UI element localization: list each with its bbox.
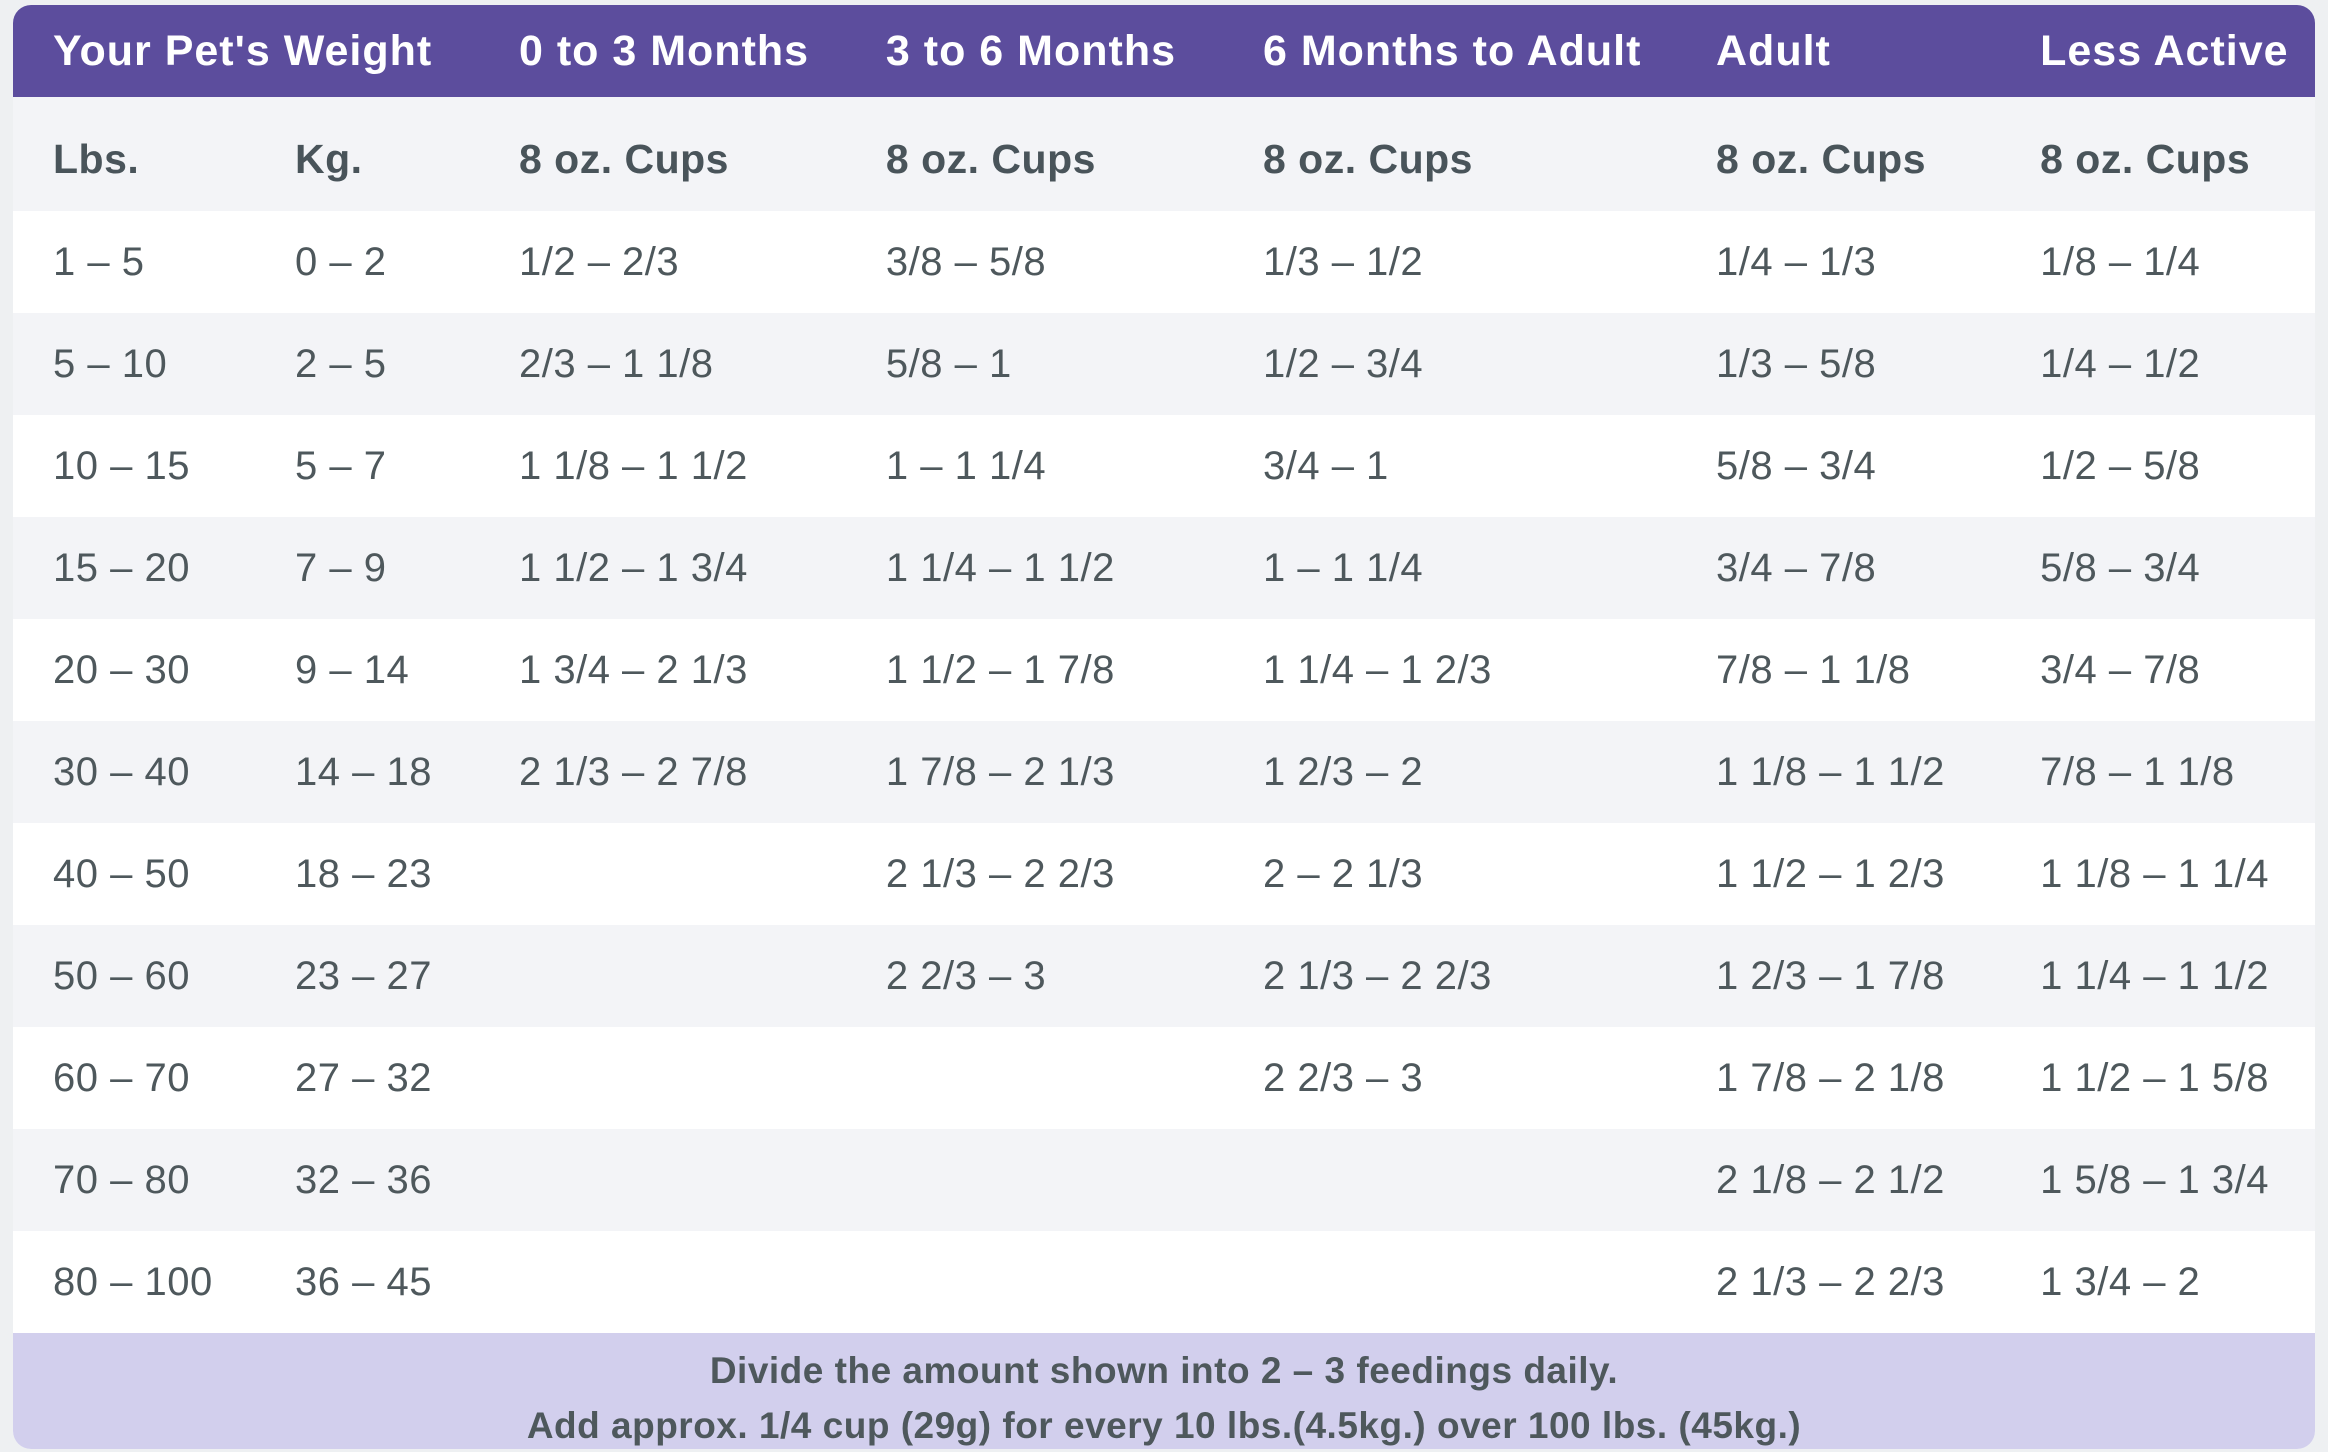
cell-r8-c1: 50 – 60 bbox=[53, 953, 190, 998]
cell-r5-c7: 3/4 – 7/8 bbox=[2040, 647, 2201, 692]
cell-r4-c5: 1 – 1 1/4 bbox=[1262, 545, 1424, 590]
unit-kg: Kg. bbox=[295, 97, 519, 211]
cell-r9-c2: 27 – 32 bbox=[294, 1055, 432, 1100]
cell-r4-c7: 5/8 – 3/4 bbox=[2040, 545, 2201, 590]
cell-r3-c1: 10 – 15 bbox=[53, 443, 190, 488]
cell-r7-c4: 2 1/3 – 2 2/3 bbox=[885, 851, 1115, 896]
header-adult: Adult bbox=[1716, 5, 2040, 97]
cell-r5-c5: 1 1/4 – 1 2/3 bbox=[1262, 647, 1492, 692]
header-pet-weight: Your Pet's Weight bbox=[13, 5, 519, 97]
cell-r8-c3 bbox=[519, 925, 886, 1027]
cell-r9-c5: 2 2/3 – 3 bbox=[1262, 1055, 1424, 1100]
cell-r10-c4 bbox=[886, 1129, 1263, 1231]
cell-r7-c2: 18 – 23 bbox=[294, 851, 432, 896]
cell-r10-c6: 2 1/8 – 2 1/2 bbox=[1716, 1157, 1945, 1202]
header-3-6-months: 3 to 6 Months bbox=[886, 5, 1263, 97]
table-row-3 bbox=[13, 415, 2315, 517]
cell-r10-c3 bbox=[519, 1129, 886, 1231]
cell-r2-c2: 2 – 5 bbox=[294, 341, 387, 386]
cell-r11-c5 bbox=[1263, 1231, 1716, 1333]
cell-r7-c6: 1 1/2 – 1 2/3 bbox=[1716, 851, 1945, 896]
cell-r6-c4: 1 7/8 – 2 1/3 bbox=[885, 749, 1115, 794]
cell-r7-c3 bbox=[519, 823, 886, 925]
cell-r3-c2: 5 – 7 bbox=[294, 443, 387, 488]
cell-r9-c6: 1 7/8 – 2 1/8 bbox=[1716, 1055, 1945, 1100]
cell-r7-c5: 2 – 2 1/3 bbox=[1262, 851, 1424, 896]
cell-r7-c1: 40 – 50 bbox=[53, 851, 190, 896]
cell-r6-c1: 30 – 40 bbox=[53, 749, 190, 794]
cell-r8-c7: 1 1/4 – 1 1/2 bbox=[2040, 953, 2270, 998]
feeding-guide-table bbox=[13, 5, 2315, 1333]
table-header bbox=[13, 5, 2315, 211]
cell-r10-c1: 70 – 80 bbox=[53, 1157, 190, 1202]
cell-r6-c5: 1 2/3 – 2 bbox=[1262, 749, 1424, 794]
cell-r2-c6: 1/3 – 5/8 bbox=[1716, 341, 1877, 386]
cell-r6-c3: 2 1/3 – 2 7/8 bbox=[518, 749, 748, 794]
cell-r7-c7: 1 1/8 – 1 1/4 bbox=[2040, 851, 2270, 896]
cell-r4-c3: 1 1/2 – 1 3/4 bbox=[518, 545, 748, 590]
table-row-5 bbox=[13, 619, 2315, 721]
table-row-2 bbox=[13, 313, 2315, 415]
header-0-3-months: 0 to 3 Months bbox=[519, 5, 886, 97]
cell-r3-c7: 1/2 – 5/8 bbox=[2040, 443, 2201, 488]
cell-r5-c4: 1 1/2 – 1 7/8 bbox=[885, 647, 1115, 692]
cell-r2-c1: 5 – 10 bbox=[53, 341, 168, 386]
cell-r8-c2: 23 – 27 bbox=[294, 953, 432, 998]
cell-r5-c6: 7/8 – 1 1/8 bbox=[1716, 647, 1911, 692]
unit-cups-0-3: 8 oz. Cups bbox=[519, 97, 886, 211]
cell-r1-c5: 1/3 – 1/2 bbox=[1262, 239, 1424, 284]
unit-cups-3-6: 8 oz. Cups bbox=[886, 97, 1263, 211]
cell-r4-c4: 1 1/4 – 1 1/2 bbox=[885, 545, 1115, 590]
cell-r6-c2: 14 – 18 bbox=[294, 749, 432, 794]
cell-r1-c7: 1/8 – 1/4 bbox=[2040, 239, 2201, 284]
cell-r5-c1: 20 – 30 bbox=[53, 647, 190, 692]
table-row-11 bbox=[13, 1231, 2315, 1333]
cell-r9-c1: 60 – 70 bbox=[53, 1055, 190, 1100]
table-row-7 bbox=[13, 823, 2315, 925]
header-less-active: Less Active bbox=[2040, 5, 2315, 97]
cell-r3-c6: 5/8 – 3/4 bbox=[1716, 443, 1877, 488]
footnote-line-1: Divide the amount shown into 2 – 3 feedings daily. bbox=[709, 1350, 1619, 1391]
feeding-guide-card bbox=[13, 5, 2315, 1449]
cell-r5-c3: 1 3/4 – 2 1/3 bbox=[518, 647, 748, 692]
cell-r2-c7: 1/4 – 1/2 bbox=[2040, 341, 2201, 386]
table-row-4 bbox=[13, 517, 2315, 619]
footnote-line-2: Add approx. 1/4 cup (29g) for every 10 lbs.(4.5kg.) over 100 lbs. (45kg.) bbox=[526, 1405, 1802, 1446]
cell-r9-c3 bbox=[519, 1027, 886, 1129]
cell-r4-c2: 7 – 9 bbox=[294, 545, 387, 590]
unit-lbs: Lbs. bbox=[13, 97, 295, 211]
table-row-8 bbox=[13, 925, 2315, 1027]
header-band-row bbox=[13, 5, 2315, 97]
table-row-1 bbox=[13, 211, 2315, 313]
cell-r5-c2: 9 – 14 bbox=[294, 647, 410, 692]
cell-r3-c3: 1 1/8 – 1 1/2 bbox=[518, 443, 748, 488]
cell-r3-c4: 1 – 1 1/4 bbox=[885, 443, 1047, 488]
units-row bbox=[13, 97, 2315, 211]
cell-r8-c6: 1 2/3 – 1 7/8 bbox=[1716, 953, 1945, 998]
cell-r1-c2: 0 – 2 bbox=[294, 239, 387, 284]
cell-r11-c2: 36 – 45 bbox=[294, 1259, 432, 1304]
table-row-6 bbox=[13, 721, 2315, 823]
cell-r10-c5 bbox=[1263, 1129, 1716, 1231]
cell-r2-c4: 5/8 – 1 bbox=[885, 341, 1012, 386]
unit-cups-adult: 8 oz. Cups bbox=[1716, 97, 2040, 211]
footnote-band bbox=[13, 1333, 2315, 1449]
cell-r3-c5: 3/4 – 1 bbox=[1262, 443, 1389, 488]
cell-r10-c7: 1 5/8 – 1 3/4 bbox=[2040, 1157, 2270, 1202]
cell-r1-c1: 1 – 5 bbox=[53, 239, 145, 284]
cell-r2-c5: 1/2 – 3/4 bbox=[1262, 341, 1424, 386]
cell-r8-c5: 2 1/3 – 2 2/3 bbox=[1262, 953, 1492, 998]
cell-r4-c6: 3/4 – 7/8 bbox=[1716, 545, 1877, 590]
table-row-9 bbox=[13, 1027, 2315, 1129]
cell-r10-c2: 32 – 36 bbox=[294, 1157, 432, 1202]
cell-r9-c4 bbox=[886, 1027, 1263, 1129]
cell-r11-c6: 2 1/3 – 2 2/3 bbox=[1716, 1259, 1945, 1304]
header-6-months-adult: 6 Months to Adult bbox=[1263, 5, 1716, 97]
cell-r11-c4 bbox=[886, 1231, 1263, 1333]
cell-r11-c7: 1 3/4 – 2 bbox=[2040, 1259, 2201, 1304]
unit-cups-6-adult: 8 oz. Cups bbox=[1263, 97, 1716, 211]
cell-r6-c6: 1 1/8 – 1 1/2 bbox=[1716, 749, 1945, 794]
unit-cups-less-active: 8 oz. Cups bbox=[2040, 97, 2315, 211]
table-body bbox=[13, 211, 2315, 1333]
cell-r11-c1: 80 – 100 bbox=[53, 1259, 213, 1304]
cell-r1-c6: 1/4 – 1/3 bbox=[1716, 239, 1877, 284]
cell-r1-c4: 3/8 – 5/8 bbox=[885, 239, 1047, 284]
cell-r9-c7: 1 1/2 – 1 5/8 bbox=[2040, 1055, 2270, 1100]
cell-r8-c4: 2 2/3 – 3 bbox=[885, 953, 1047, 998]
cell-r1-c3: 1/2 – 2/3 bbox=[518, 239, 680, 284]
cell-r11-c3 bbox=[519, 1231, 886, 1333]
cell-r2-c3: 2/3 – 1 1/8 bbox=[518, 341, 714, 386]
cell-r4-c1: 15 – 20 bbox=[53, 545, 190, 590]
table-row-10 bbox=[13, 1129, 2315, 1231]
cell-r6-c7: 7/8 – 1 1/8 bbox=[2040, 749, 2235, 794]
